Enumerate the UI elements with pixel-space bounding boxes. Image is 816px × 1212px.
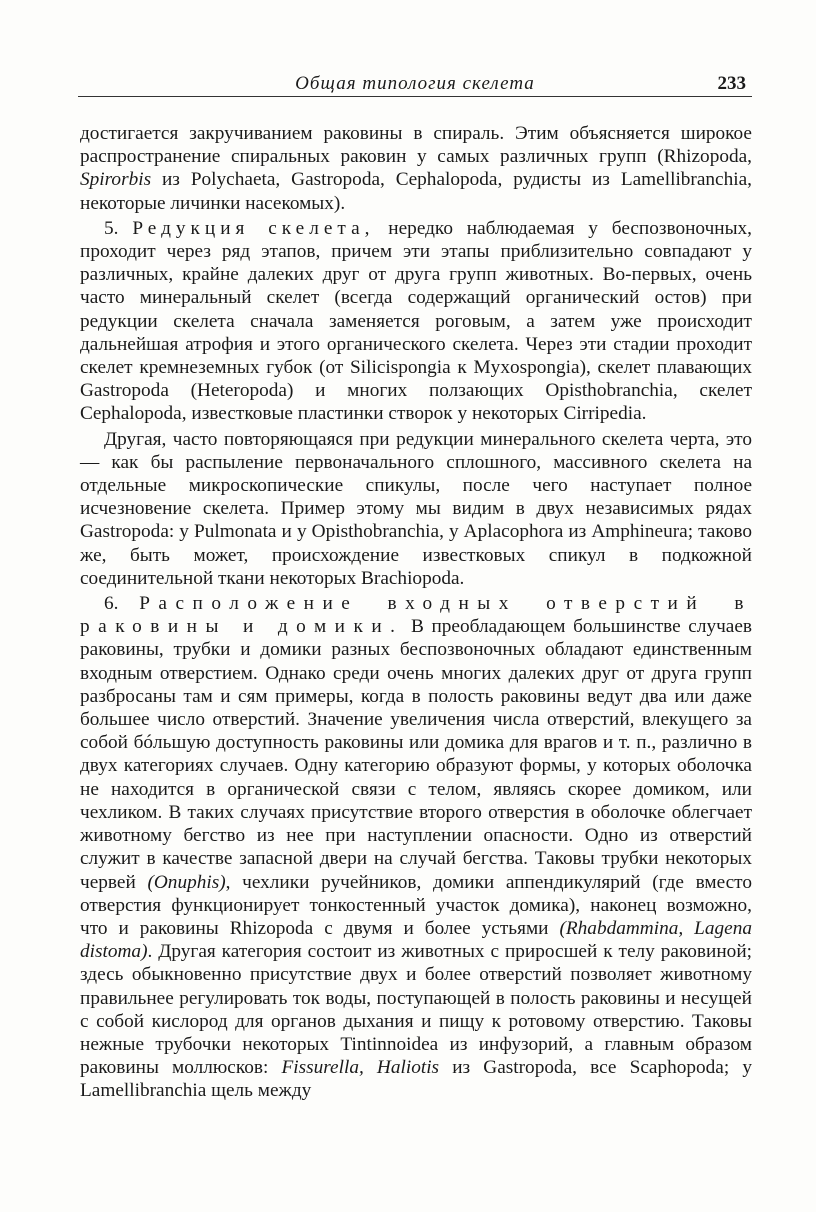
paragraph-text: из Polychaeta, Gastropoda, Cephalopoda, рудисты из Lamellibranchia, некоторые личинки насекомых).: [80, 169, 752, 214]
section-heading-spaced: Расположение входных отверстий в раковины и домики.: [80, 593, 753, 638]
paragraph-text: нередко наблюдаемая у беспозвоночных, проходит через ряд этапов, причем эти этапы приблизительно совпадают у различных, крайне далеких друг от друга групп животных. Во-первых, очень часто минеральный скелет (всегда содержащий органический остов) при редукции скелета сначала заменяется роговым, а затем уже происходит дальнейшая атрофия и этого органического скелета. Через эти стадии проходит скелет кремнеземных губок (от Silicispongia к Myxospongia), скелет плавающих Gastropoda (Heteropoda) и многих ползающих Opisthobranchia, скелет Cephalopoda, известковые пластинки створок у некоторых Cirripedia.: [80, 217, 752, 425]
page-header: [78, 72, 752, 97]
running-title: Общая типология скелета: [295, 73, 535, 94]
page-body: [80, 122, 752, 1103]
section-number: 6.: [104, 593, 119, 615]
italic-term: (Onuphis): [147, 871, 226, 893]
paragraph-2: [80, 217, 752, 426]
paragraph-4: [80, 592, 752, 1102]
italic-term: Spirorbis: [80, 169, 152, 191]
page-number: 233: [717, 73, 746, 94]
paragraph-1: [80, 122, 752, 215]
paragraph-text: достигается закручиванием раковины в спираль. Этим объясняется широкое распространение спиральных раковин у самых различных групп (Rhizopoda,: [80, 123, 752, 168]
section-number: 5.: [104, 217, 119, 239]
italic-term: Fissurella, Haliotis: [281, 1057, 440, 1079]
paragraph-text: В преобладающем большинстве случаев раковины, трубки и домики разных беспозвоночных обладают единственным входным отверстием. Однако среди очень многих далеких друг от друга групп разбросаны там и сям примеры, когда в полость раковины ведут два или даже большее число отверстий. Значение увеличения числа отверстий, влекущего за собой бóльшую доступность раковины или домика для врагов и т. п., различно в двух категориях случаев. Одну категорию образуют формы, у которых оболочка не находится в органической связи с телом, являясь скорее домиком, или чехликом. В таких случаях присутствие второго отверстия в оболочке облегчает животному бегство из нее при наступлении опасности. Одно из отверстий служит в качестве запасной двери на случай бегства. Таковы трубки некоторых червей: [80, 616, 752, 893]
paragraph-text: из Gastropoda, все Scaphopoda; у Lamellibranchia щель между: [80, 1057, 752, 1102]
paragraph-text: , чехлики ручейников, домики аппендикулярий (где вместо отверстия функционирует тонкостенный участок домика), наконец возможно, что и раковины Rhizopoda с двумя и более устьями: [80, 871, 752, 939]
paragraph-text: Другая, часто повторяющаяся при редукции минерального скелета черта, это — как бы распыление первоначального сплошного, массивного скелета на отдельные микроскопические спикулы, после чего наступает полное исчезновение скелета. Пример этому мы видим в двух независимых рядах Gastropoda: у Pulmonata и у Opisthobranchia, у Aplacophora из Amphineura; таково же, быть может, происхождение известковых спикул в подкожной соединительной ткани некоторых Brachiopoda.: [80, 428, 752, 589]
paragraph-text: . Другая категория состоит из животных с приросшей к телу раковиной; здесь обыкновенно присутствие двух и более отверстий позволяет животному правильнее регулировать ток воды, поступающей в полость раковины и несущей с собой кислород для органов дыхания и пищу к ротовому отверстию. Таковы нежные трубочки некоторых Tintinnoidea из инфузорий, а главным образом раковины моллюсков:: [80, 941, 752, 1079]
italic-term: (Rhabdammina, Lagena distoma): [80, 917, 753, 963]
section-heading-spaced: Редукция скелета,: [132, 217, 375, 239]
paragraph-3: [80, 428, 752, 590]
